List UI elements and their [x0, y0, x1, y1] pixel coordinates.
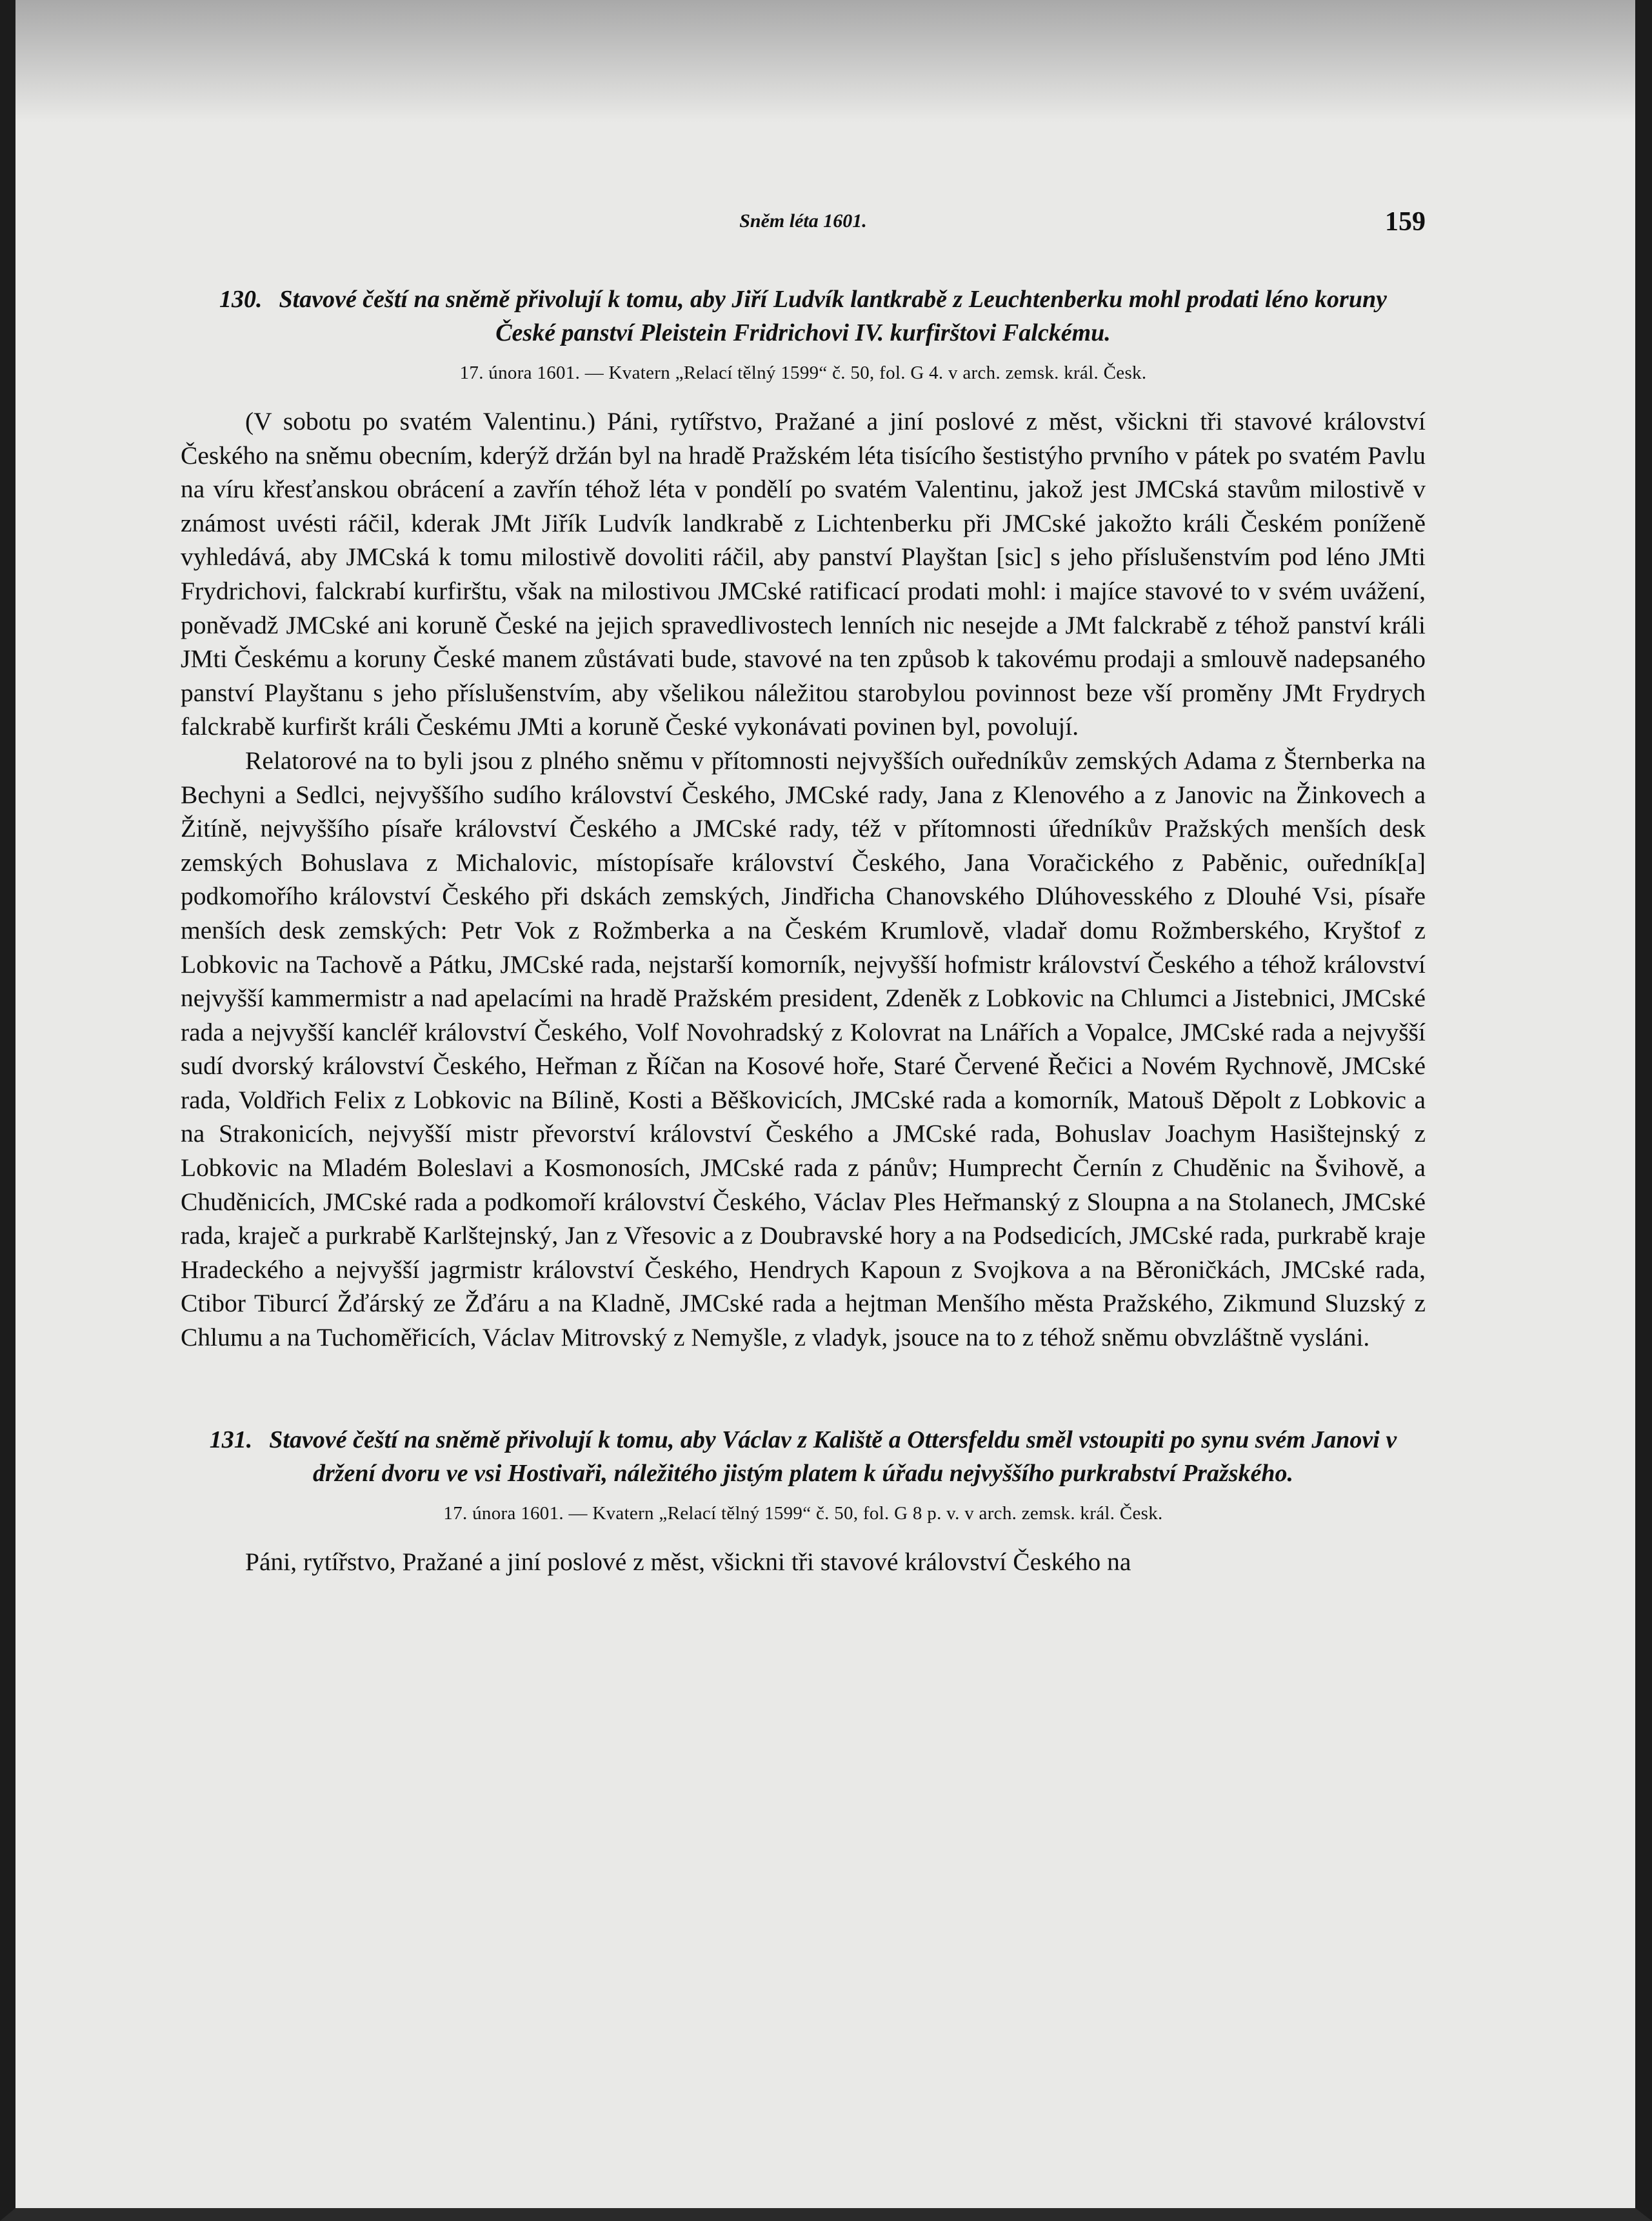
- page-content: [181, 206, 1426, 1579]
- paragraph: Relatorové na to byli jsou z plného sněmu v přítomnosti nejvyšších ouředníkův zemských Adama z Šternberka na Bechyni a Sedlci, nejvyššího sudího království Českého, JMCské rady, Jana z Klenového a z Janovic na Žinkovech a Žitíně, nejvyššího písaře království Českého a JMCské rady, též v přítomnosti úředníkův Pražských menších desk zemských Bohuslava z Michalovic, místopísaře království Českého, Jana Voračického z Paběnic, ouředník[a] podkomořího království Českého při dskách zemských, Jindřicha Chanovského Dlúhovesského z Dlouhé Vsi, písaře menších desk zemských: Petr Vok z Rožmberka a na Českém Krumlově, vladař domu Rožmberského, Kryštof z Lobkovic na Tachově a Pátku, JMCské rada, nejstarší komorník, nejvyšší hofmistr království Českého a téhož království nejvyšší kammermistr a nad apelacími na hradě Pražském president, Zdeněk z Lobkovic na Chlumci a Jistebnici, JMCské rada a nejvyšší kancléř království Českého, Volf Novohradský z Kolovrat na Lnářích a Vopalce, JMCské rada a nejvyšší sudí dvorský království Českého, Heřman z Říčan na Kosové hoře, Staré Červené Řečici a Novém Rychnově, JMCské rada, Voldřich Felix z Lobkovic na Bílině, Kosti a Běškovicích, JMCské rada a komorník, Matouš Děpolt z Lobkovic a na Strakonicích, nejvyšší mistr převorství království Českého a JMCské rada, Bohuslav Joachym Hasištejnský z Lobkovic na Mladém Boleslavi a Kosmonosích, JMCské rada z pánův; Humprecht Černín z Chuděnic na Švihově, a Chuděnicích, JMCské rada a podkomoří království Českého, Václav Ples Heřmanský z Sloupna a na Stolanech, JMCské rada, kraječ a purkrabě Karlštejnský, Jan z Vřesovic a z Doubravské hory a na Podsedicích, JMCské rada, purkrabě kraje Hradeckého a nejvyšší jagrmistr království Českého, Hendrych Kapoun z Svojkova a na Běroničkách, JMCské rada, Ctibor Tiburcí Žďárský ze Žďáru a na Kladně, JMCské rada a hejtman Menšího města Pražského, Zikmund Sluzský z Chlumu a na Tuchoměřicích, Václav Mitrovský z Nemyšle, z vladyk, jsouce na to z téhož sněmu obvzláštně vysláni.: [181, 746, 1426, 1352]
- running-head: [181, 206, 1426, 245]
- entry-heading: [200, 1423, 1406, 1490]
- entry-131: [181, 1423, 1426, 1579]
- scan-shadow: [15, 0, 1635, 123]
- entry-heading: [200, 283, 1406, 350]
- source-citation: 17. února 1601. — Kvatern „Relací tělný 1599“ č. 50, fol. G 8 p. v. v arch. zemsk. král. Česk.: [443, 1502, 1163, 1524]
- entry-number: 131.: [209, 1426, 253, 1453]
- source-citation: 17. února 1601. — Kvatern „Relací tělný 1599“ č. 50, fol. G 4. v arch. zemsk. král. Česk.: [459, 363, 1147, 383]
- entry-heading-text: Stavové čeští na sněmě přivolují k tomu, aby Václav z Kaliště a Ottersfeldu směl vstoupiti po synu svém Janovi v držení dvoru ve vsi Hostivaři, náležitého jistým platem k úřadu nejvyššího purkrabství Pražského.: [269, 1426, 1397, 1487]
- running-title: Sněm léta 1601.: [739, 210, 867, 232]
- page-number: 159: [1385, 207, 1426, 237]
- paragraph: Páni, rytířstvo, Pražané a jiní poslové z měst, všickni tři stavové království Českého na: [245, 1547, 1131, 1576]
- paragraph: (V sobotu po svatém Valentinu.) Páni, rytířstvo, Pražané a jiní poslové z měst, všickni tři stavové království Českého na sněmu obecním, kderýž držán byl na hradě Pražském léta tisícího šestistýho prvního v pátek po svatém Pavlu na víru křesťanskou obrácení a zavřín téhož léta v pondělí po svatém Valentinu, jakož jest JMCská stavům milostivě v známost uvésti ráčil, kderak JMt Jiřík Ludvík landkrabě z Lichtenberku při JMCské jakožto králi Českém poníženě vyhledává, aby JMCská k tomu milostivě dovoliti ráčil, aby panství Playštan [sic] s jeho příslušenstvím pod léno JMti Frydrichovi, falckrabí kurfirštu, však na milostivou JMCské ratificací prodati mohl: i majíce stavové to v svém uvážení, poněvadž JMCské ani koruně České na jejich spravedlivostech lenních nic nesejde a JMt falckrabě z téhož panství králi JMti Českému a koruny České manem zůstávati bude, stavové na ten způsob k takovému prodaji a smlouvě nadepsaného panství Playštanu s jeho příslušenstvím, aby všelikou náležitou starobylou povinnost beze vší proměny JMt Frydrych falckrabě kurfiršt králi Českému JMti a koruně České vykonávati povinen byl, povolují.: [181, 407, 1426, 741]
- entry-130: [181, 283, 1426, 1355]
- entry-heading-text: Stavové čeští na sněmě přivolují k tomu, aby Jiří Ludvík lantkrabě z Leuchtenberku mohl prodati léno koruny České panství Pleistein Fridrichovi IV. kurfirštovi Falckému.: [279, 286, 1387, 346]
- entry-number: 130.: [219, 286, 263, 313]
